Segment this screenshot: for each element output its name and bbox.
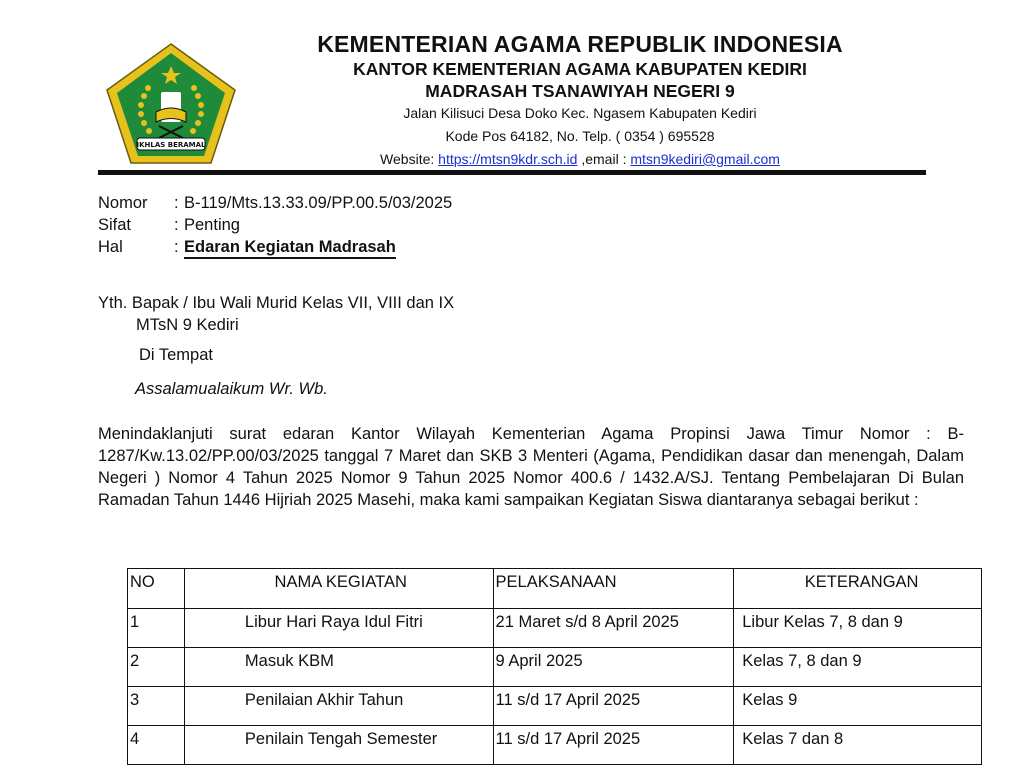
table-row xyxy=(128,648,982,687)
school-address: Jalan Kilisuci Desa Doko Kec. Ngasem Kabupaten Kediri xyxy=(403,105,757,121)
hal-label: Hal xyxy=(98,238,123,256)
colon: : xyxy=(174,194,179,212)
cell-pelaksanaan: 11 s/d 17 April 2025 xyxy=(493,726,734,765)
recipient-school: MTsN 9 Kediri xyxy=(136,316,239,334)
kemenag-logo xyxy=(104,42,238,166)
table-row xyxy=(128,726,982,765)
cell-keterangan: Kelas 9 xyxy=(734,687,982,726)
table-header-row xyxy=(128,569,982,609)
cell-keterangan: Kelas 7 dan 8 xyxy=(734,726,982,765)
ministry-name: KEMENTERIAN AGAMA REPUBLIK INDONESIA xyxy=(317,31,843,57)
letterhead-text xyxy=(300,30,860,171)
cell-pelaksanaan: 21 Maret s/d 8 April 2025 xyxy=(493,609,734,648)
cell-pelaksanaan: 11 s/d 17 April 2025 xyxy=(493,687,734,726)
table-row xyxy=(128,609,982,648)
header-pelaksanaan: PELAKSANAAN xyxy=(493,569,734,609)
colon: : xyxy=(174,238,179,256)
header-no: NO xyxy=(128,569,185,609)
letterhead xyxy=(0,0,1024,180)
cell-no: 4 xyxy=(128,726,185,765)
header-keterangan: KETERANGAN xyxy=(734,569,982,609)
greeting: Assalamualaikum Wr. Wb. xyxy=(135,380,328,398)
cell-no: 2 xyxy=(128,648,185,687)
cell-pelaksanaan: 9 April 2025 xyxy=(493,648,734,687)
cell-no: 3 xyxy=(128,687,185,726)
contact-line xyxy=(300,148,860,171)
cell-nama: Libur Hari Raya Idul Fitri xyxy=(184,609,493,648)
school-name: MADRASAH TSANAWIYAH NEGERI 9 xyxy=(425,81,735,101)
letter-meta xyxy=(98,192,452,258)
recipient-line: Yth. Bapak / Ibu Wali Murid Kelas VII, VIII dan IX xyxy=(98,294,455,312)
recipient-block xyxy=(98,292,454,336)
nomor-label: Nomor xyxy=(98,194,148,212)
cell-keterangan: Libur Kelas 7, 8 dan 9 xyxy=(734,609,982,648)
hal-value: Edaran Kegiatan Madrasah xyxy=(184,238,396,259)
cell-nama: Masuk KBM xyxy=(184,648,493,687)
nomor-value: B-119/Mts.13.33.09/PP.00.5/03/2025 xyxy=(184,194,453,212)
body-paragraph: Menindaklanjuti surat edaran Kantor Wilayah Kementerian Agama Propinsi Jawa Timur Nomor : B-1287/Kw.13.02/PP.00/03/2025 tanggal 7 Maret dan SKB 3 Menteri (Agama, Pendidikan dasar dan menengah, Dalam Negeri ) Nomor 4 Tahun 2025 Nomor 9 Tahun 2025 Nomor 400.6 / 1432.A/SJ. Tentang Pembelajaran Di Bulan Ramadan Tahun 1446 Hijriah 2025 Masehi, maka kami sampaikan Kegiatan Siswa diantaranya sebagai berikut : xyxy=(98,425,964,509)
hal-row xyxy=(98,236,452,258)
email-label: ,email : xyxy=(577,151,631,167)
cell-keterangan: Kelas 7, 8 dan 9 xyxy=(734,648,982,687)
postal-phone: Kode Pos 64182, No. Telp. ( 0354 ) 695528 xyxy=(445,128,715,144)
colon: : xyxy=(174,216,179,234)
website-label: Website: xyxy=(380,151,439,167)
logo-motto: IKHLAS BERAMAL xyxy=(136,141,206,149)
nomor-row xyxy=(98,192,452,214)
table-row xyxy=(128,687,982,726)
cell-no: 1 xyxy=(128,609,185,648)
recipient-place: Di Tempat xyxy=(139,346,213,364)
email-link[interactable]: mtsn9kediri@gmail.com xyxy=(630,151,780,167)
header-nama-kegiatan: NAMA KEGIATAN xyxy=(184,569,493,609)
letterhead-divider xyxy=(98,170,926,175)
sifat-value: Penting xyxy=(184,216,240,234)
sifat-label: Sifat xyxy=(98,216,132,234)
website-link[interactable]: https://mtsn9kdr.sch.id xyxy=(438,151,578,167)
activity-table xyxy=(127,568,982,765)
office-name: KANTOR KEMENTERIAN AGAMA KABUPATEN KEDIRI xyxy=(353,59,807,79)
cell-nama: Penilaian Akhir Tahun xyxy=(184,687,493,726)
sifat-row xyxy=(98,214,452,236)
cell-nama: Penilain Tengah Semester xyxy=(184,726,493,765)
